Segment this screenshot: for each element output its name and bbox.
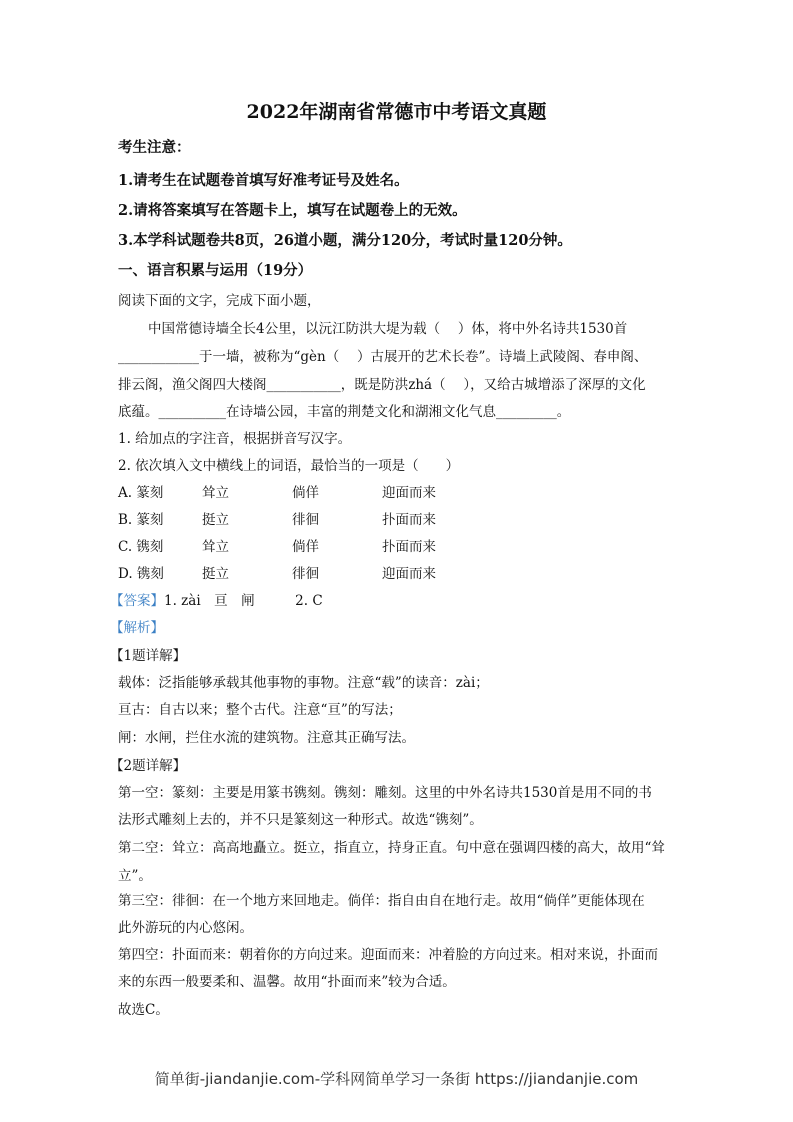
answer-line [110, 592, 323, 610]
footer-watermark: 简单街-jiandanjie.com-学科网简单学习一条街 https://jiandanjie.com [154, 1070, 639, 1088]
question: 2. 依次填入文中横线上的词语，最恰当的一项是（ ） [118, 458, 460, 474]
option-word: 耸立 [202, 539, 229, 555]
option-word: 徘徊 [292, 512, 319, 528]
passage-line: 中国常德诗墙全长4公里，以沅江防洪大堤为载（ ）体，将中外名诗共1530首 [148, 321, 628, 337]
passage-line: 排云阁，渔父阁四大楼阁___________，既是防洪zhá（ ），又给古城增添了深厚的文化 [118, 377, 646, 393]
option-word: 扑面而来 [382, 539, 436, 555]
option-word: C. 镌刻 [118, 539, 164, 555]
q1-line: 亘古：自古以来；整个古代。注意“亘”的写法； [118, 702, 402, 718]
option-word: D. 镌刻 [118, 566, 164, 582]
instruction: 阅读下面的文字，完成下面小题， [118, 293, 321, 309]
option-b [118, 511, 472, 529]
q2-line: 立”。 [118, 868, 152, 884]
passage-line: ____________于一墙，被称为“gèn（ ）古展开的艺术长卷”。诗墙上武陵阁、春申阁、 [118, 349, 648, 365]
option-d [118, 565, 472, 583]
question: 1. 给加点的字注音，根据拼音写汉字。 [118, 431, 352, 447]
q2-line: 来的东西一般要柔和、温馨。故用“扑面而来”较为合适。 [118, 974, 456, 990]
answer-text: 1. zài 亘 闸 2. C [164, 593, 323, 609]
option-word: 徘徊 [292, 566, 319, 582]
notice-item: 1.请考生在试题卷首填写好准考证号及姓名。 [118, 172, 409, 189]
option-a [118, 484, 472, 502]
option-word: 扑面而来 [382, 512, 436, 528]
option-word: 挺立 [202, 512, 229, 528]
option-word: 迎面而来 [382, 485, 436, 501]
q2-line: 故选C。 [118, 1002, 169, 1018]
option-word: A. 篆刻 [118, 485, 164, 501]
notice-item: 3.本学科试题卷共8页，26道小题，满分120分，考试时量120分钟。 [118, 232, 572, 249]
q2-line: 第四空：扑面而来：朝着你的方向过来。迎面而来：冲着脸的方向过来。相对来说，扑面而 [118, 947, 658, 963]
q1-line: 载体：泛指能够承载其他事物的事物。注意“载”的读音：zài； [118, 675, 489, 691]
option-word: 倘佯 [292, 539, 319, 555]
option-word: B. 篆刻 [118, 512, 164, 528]
section-heading: 一、语言积累与运用（19分） [118, 262, 313, 279]
notice-item: 2.请将答案填写在答题卡上，填写在试题卷上的无效。 [118, 202, 467, 219]
q1-line: 闸：水闸，拦住水流的建筑物。注意其正确写法。 [118, 730, 415, 746]
q2-heading: 【2题详解】 [110, 758, 187, 774]
q2-line: 此外游玩的内心悠闲。 [118, 920, 253, 936]
q2-line: 法形式雕刻上去的，并不只是篆刻这一种形式。故选“镌刻”。 [118, 812, 483, 828]
q2-line: 第三空：徘徊：在一个地方来回地走。倘佯：指自由自在地行走。故用“倘佯”更能体现在 [118, 893, 645, 909]
option-word: 挺立 [202, 566, 229, 582]
notice-heading: 考生注意： [118, 139, 191, 156]
q2-line: 第一空：篆刻：主要是用篆书镌刻。镌刻：雕刻。这里的中外名诗共1530首是用不同的书 [118, 785, 652, 801]
page-title: 2022年湖南省常德市中考语文真题 [246, 101, 547, 123]
q2-line: 第二空：耸立：高高地矗立。挺立，指直立，持身正直。句中意在强调四楼的高大，故用“耸 [118, 840, 665, 856]
q1-heading: 【1题详解】 [110, 648, 187, 664]
option-word: 迎面而来 [382, 566, 436, 582]
analysis-label: 【解析】 [110, 620, 164, 636]
passage-line: 底蕴。__________在诗墙公园，丰富的荆楚文化和湖湘文化气息_________。 [118, 404, 571, 420]
option-c [118, 538, 472, 556]
answer-label: 【答案】 [110, 593, 164, 609]
option-word: 耸立 [202, 485, 229, 501]
option-word: 倘佯 [292, 485, 319, 501]
